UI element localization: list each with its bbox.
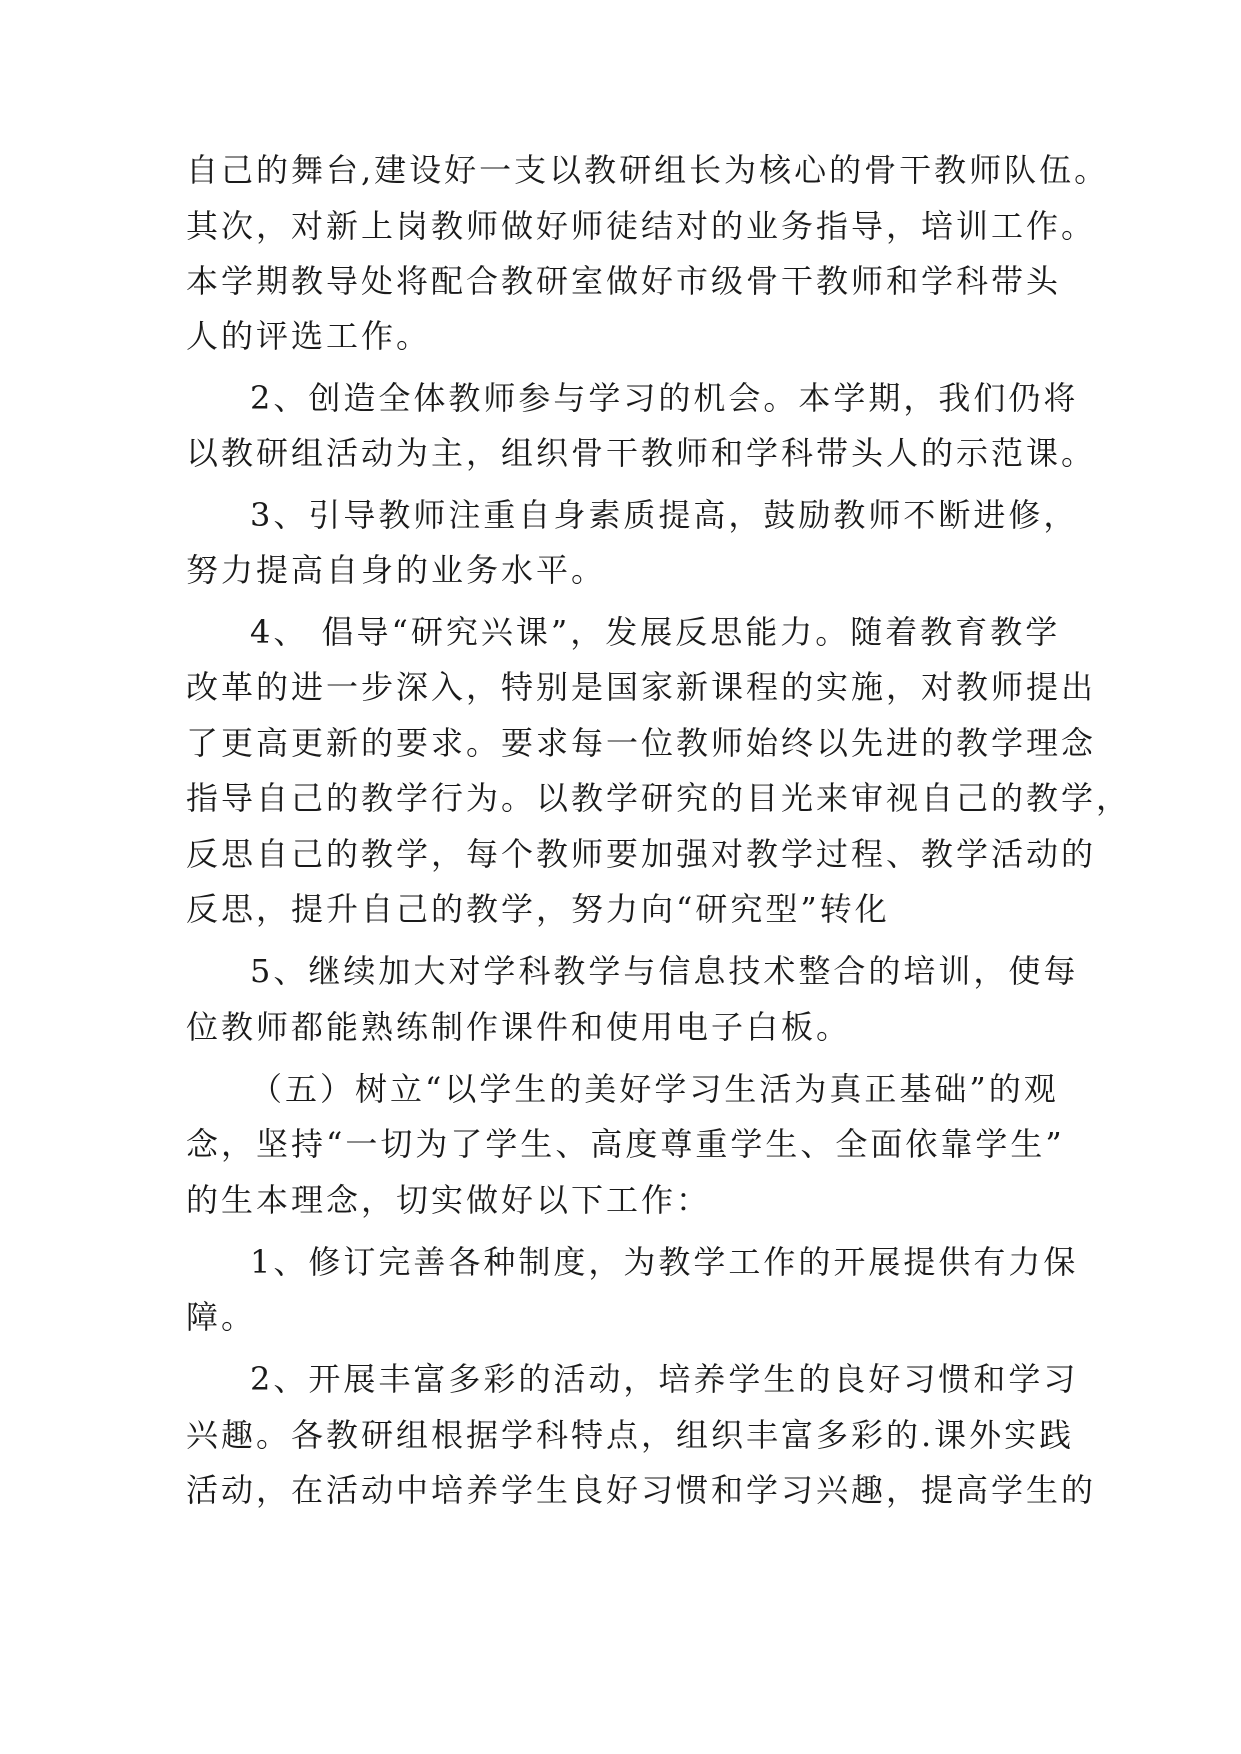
text-line: 以教研组活动为主，组织骨干教师和学科带头人的示范课。 xyxy=(186,434,1097,472)
text-line: 指导自己的教学行为。以教学研究的目光来审视自己的教学， xyxy=(186,779,1132,817)
text-line: 的生本理念，切实做好以下工作： xyxy=(186,1181,712,1219)
text-line: 本学期教导处将配合教研室做好市级骨干教师和学科带头 xyxy=(186,262,1062,300)
paragraph-first-line: （五）树立“以学生的美好学习生活为真正基础”的观 xyxy=(250,1070,1059,1108)
paragraph-first-line: 2、开展丰富多彩的活动，培养学生的良好习惯和学习 xyxy=(250,1360,1079,1398)
text-line: 念，坚持“一切为了学生、高度尊重学生、全面依靠学生” xyxy=(186,1125,1065,1163)
paragraph-first-line: 2、创造全体教师参与学习的机会。本学期，我们仍将 xyxy=(250,379,1079,417)
text-line: 自己的舞台,建设好一支以教研组长为核心的骨干教师队伍。 xyxy=(186,151,1110,189)
text-line: 努力提高自身的业务水平。 xyxy=(186,551,607,589)
text-line: 活动，在活动中培养学生良好习惯和学习兴趣，提高学生的 xyxy=(186,1471,1097,1509)
text-line: 了更高更新的要求。要求每一位教师始终以先进的教学理念 xyxy=(186,724,1097,762)
paragraph-first-line: 5、继续加大对学科教学与信息技术整合的培训，使每 xyxy=(250,952,1079,990)
text-line: 其次，对新上岗教师做好师徒结对的业务指导，培训工作。 xyxy=(186,207,1097,245)
text-line: 反思自己的教学，每个教师要加强对教学过程、教学活动的 xyxy=(186,835,1097,873)
text-line: 反思，提升自己的教学，努力向“研究型”转化 xyxy=(186,890,890,928)
paragraph-first-line: 4、 倡导“研究兴课”，发展反思能力。随着教育教学 xyxy=(250,613,1061,651)
paragraph-first-line: 1、修订完善各种制度，为教学工作的开展提供有力保 xyxy=(250,1243,1079,1281)
text-line: 兴趣。各教研组根据学科特点，组织丰富多彩的.课外实践 xyxy=(186,1416,1075,1454)
text-line: 位教师都能熟练制作课件和使用电子白板。 xyxy=(186,1008,852,1046)
text-line: 障。 xyxy=(186,1298,257,1336)
paragraph-first-line: 3、引导教师注重自身素质提高，鼓励教师不断进修， xyxy=(250,496,1079,534)
text-line: 改革的进一步深入，特别是国家新课程的实施，对教师提出 xyxy=(186,668,1097,706)
text-line: 人的评选工作。 xyxy=(186,317,432,355)
